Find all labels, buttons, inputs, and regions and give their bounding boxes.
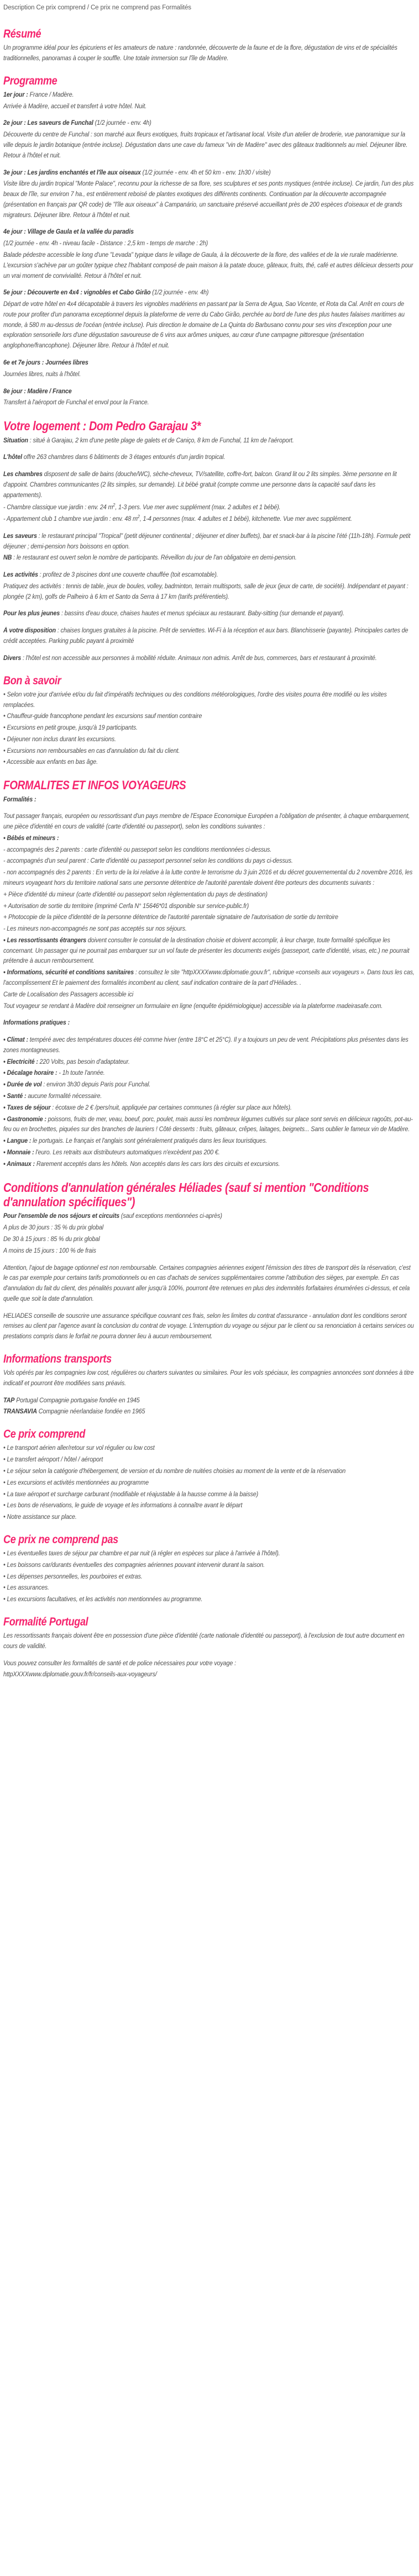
day-duration: France / Madère. [28,91,74,98]
programme-day-body: Découverte du centre de Funchal : son marché aux fleurs exotiques, fruits tropicaux et l'artisanat local. Visite d'un atelier de broderie, vue panoramique sur la ville depuis le jardin botanique (entrée incluse). Dégustation dans une cave du fameux "vin de Madère" avec des gâteaux traditionnels au miel. Déjeuner libre. Retour à l'hôtel et nuit. [3,131,408,159]
informations-pratiques-list [3,1035,416,1169]
section-title-transports: Informations transports [3,1352,112,1365]
pratique-label: • Décalage horaire : [3,1069,57,1077]
logement-block-label: Les activités [3,571,38,579]
prix-ne-comprend-pas-bullet: • Les boissons car/durants éventuelles des compagnies aériennes pouvant intervenir durant la saison. [3,1561,265,1569]
formalites-lines [3,845,416,935]
day-label: 2e jour : Les saveurs de Funchal [3,119,93,127]
logement-block-text: : bassins d'eau douce, chaises hautes et menus spéciaux au restaurant. Baby-sitting (sur demande et payant). [60,610,344,617]
logement-block [3,609,416,619]
bon-a-savoir-bullet: • Selon votre jour d'arrivée et/ou du fait d'impératifs techniques ou des conditions météorologiques, l'ordre des visites pourra être modifié ou les visites remplacées. [3,690,387,709]
section-title-formalite-portugal: Formalité Portugal [3,1615,88,1628]
pratique-label: • Electricité : [3,1058,38,1065]
formalites-line: + Pièce d'identité du mineur (carte d'identité ou passeport selon règlementation du pays de destination) [3,890,268,898]
section-title-programme: Programme [3,74,57,87]
airline-name: TAP [3,1396,15,1404]
pratique-item [3,1080,416,1090]
formalites-infos-securite: • Informations, sécurité et conditions sanitaires : consultez le site "httpXXXXwww.diplomatie.gouv.fr", rubrique «conseils aux voyageurs ». Dans tous les cas, l'accomplissement Et le paiement des formalités incombent au client, sauf indication contraire de la part d'Héliades. . [3,969,415,986]
formalites-intro: Tout passager français, européen ou ressortissant d'un pays membre de l'Espace Economique Européen a l'obligation de présenter, à chaque embarquement, une pièce d'identité en cours de validité (carte d'identité ou passeport), selon les conditions suivantes : [3,812,410,831]
pratique-text: poissons, fruits de mer, veau, boeuf, porc, poulet, mais aussi les nombreux légumes cultivés sur place sont servis en délicieux ragoûts, pot-au-feu ou en brochettes, piquées sur des branches de lauriers ! Côté desserts : fruits, gâteaux, crêpes, laitages, beignets... Sans oublier le fameux vin de Madère. [3,1115,413,1133]
logement-block-label: À votre disposition [3,627,56,635]
pratique-label: • Langue : [3,1137,32,1145]
pratique-item [3,1159,416,1170]
prix-ne-comprend-pas-bullets [3,1549,416,1605]
logement-block-text: : situé à Garajau, 2 km d'une petite plage de galets et de Caniço, 8 km de Funchal, 11 km de l'aéroport. [28,436,294,444]
formalites-subtitle: Formalités : [3,795,36,803]
prix-ne-comprend-pas-bullet: • Les assurances. [3,1584,49,1592]
programme-day-heading [3,168,416,178]
day-label: 3e jour : Les jardins enchantés et l'île aux oiseaux [3,168,141,176]
section-title-formalites: FORMALITES ET INFOS VOYAGEURS [3,778,186,793]
annulation-attention: Attention, l'ajout de bagage optionnel est non remboursable. Certaines compagnies aériennes exigent l'émission des titres de transport dès la réservation, c'est le cas par exemple pour certains tarifs promotionnels ou en cas d'achats de services supplémentaires comme l'attribution des sièges, par exemple. En cas d'annulation du fait du client, des pénalités pouvant aller jusqu'à 100%, pourront être retenues en plus des indemnités forfaitaires énumérées ci-dessus, et cela quelle que soit la date d'annulation. [3,1264,411,1302]
logement-block-label: Les saveurs [3,532,37,540]
programme-day-heading [3,358,416,368]
logement-block [3,626,416,647]
breadcrumb: Description Ce prix comprend / Ce prix ne comprend pas Formalités [3,4,191,11]
formalites-line: - Les mineurs non-accompagnés ne sont pas acceptés sur nos séjours. [3,925,187,933]
prix-comprend-bullet: • Notre assistance sur place. [3,1513,77,1521]
pratique-item [3,1136,416,1147]
prix-comprend-bullet: • Le séjour selon la catégorie d'hébergement, de version et du nombre de nuitées choisies au moment de la vente et de la réservation [3,1467,346,1475]
logement-block [3,531,416,552]
programme-day-body: Arrivée à Madère, accueil et transfert à votre hôtel. Nuit. [3,102,147,110]
airline-description: Portugal Compagnie portugaise fondée en 1945 [14,1396,140,1404]
logement-block-label: Les chambres [3,471,43,478]
annulation-scale-line: A moins de 15 jours : 100 % de frais [3,1247,96,1254]
airline-name: TRANSAVIA [3,1408,37,1416]
formalite-portugal-body: Les ressortissants français doivent être en possession d'une pièce d'identité (carte nationale d'identité ou passeport), à l'exclusion de tout autre document en cours de validité. [3,1632,405,1650]
programme-day-body: Départ de votre hôtel en 4x4 décapotable à travers les vignobles madériens en passant par la Serra de Agua, Sao Vicente, et Rota da Cal. Arrêt en cours de route pour profiter d'un panorama exceptionnel depuis la plateforme de verre du Cabo Girão, perchée au bord de l'une des plus hautes falaises maritimes au monde, à 580 m au-dessus de l'océan (entrée incluse). Puis direction le domaine de La Quinta do Barbusano connu pour ses vins d'exception pour une exploration sensorielle lors d'une dégustation savoureuse de 6 vins aux arômes uniques, au cœur d'une campagne pittoresque (présentation anglophone/francophone). Déjeuner libre. Retour à l'hôtel et nuit. [3,300,405,350]
logement-block-label: Divers [3,654,22,662]
programme-day-heading [3,288,416,298]
annulation-scale-line: A plus de 30 jours : 35 % du prix global [3,1224,104,1232]
day-label: 8e jour : Madère / France [3,387,72,395]
annulation-scale-line: De 30 à 15 jours : 85 % du prix global [3,1235,100,1243]
informations-pratiques-label: Informations pratiques : [3,1019,70,1027]
formalites-line: - non accompagnés des 2 parents : En vertu de la loi relative à la lutte contre le terrorisme du 3 juin 2016 et du décret gouvernemental du 2 novembre 2016, les mineurs voyageant hors du territoire national sans une personne détentrice de l'autorité parentale doivent être porteurs des documents suivants : [3,869,413,886]
logement-block [3,436,416,446]
pratique-item [3,1068,416,1079]
logement-block [3,570,416,580]
programme-day-heading [3,118,416,129]
logement-block-text: : l'hôtel est non accessible aux personnes à mobilité réduite. Animaux non admis. Arrêt de bus, commerces, bars et restaurant à proximité. [21,654,377,662]
programme-day-heading [3,387,416,397]
section-title-annulation: Conditions d'annulation générales Héliades (sauf si mention "Conditions d'annulation spécifiques") [3,1180,369,1209]
prix-comprend-bullet: • Le transport aérien aller/retour sur vol régulier ou low cost [3,1444,155,1452]
formalites-bebes-label: • Bébés et mineurs : [3,834,59,842]
pratique-text: l'euro. Les retraits aux distributeurs automatiques n'excèdent pas 200 €. [34,1148,220,1156]
logement-nb [3,553,416,563]
annulation-lead: Pour l'ensemble de nos séjours et circuits (sauf exceptions mentionnées ci-après) [3,1212,222,1220]
pratique-text: le portugais. Le français et l'anglais sont généralement pratiqués dans les lieux touristiques. [31,1137,268,1145]
logement-block-line: - Chambre classique vue jardin : env. 24 $m^2$, 1-3 pers. Vue mer avec supplément (max. 2 adultes et 1 bébé). [3,502,281,511]
airline-description: Compagnie néerlandaise fondée en 1965 [36,1408,145,1416]
day-label: 4e jour : Village de Gaula et la vallée du paradis [3,228,134,236]
day-label: 6e et 7e jours : Journées libres [3,359,88,367]
transports-intro: Vols opérés par les compagnies low cost, régulières ou charters suivantes ou similaires. Pour les vols spéciaux, les compagnies annoncées sont données à titre indicatif et pourront être modifiées sans préavis. [3,1369,414,1387]
bon-a-savoir-bullet: • Excursions non remboursables en cas d'annulation du fait du client. [3,747,180,754]
day-duration: (1/2 journée - env. 4h et 50 km - env. 1h30 / visite) [140,168,271,176]
prix-comprend-bullet: • Le transfert aéroport / hôtel / aéroport [3,1456,103,1464]
programme-day-body: Visite libre du jardin tropical "Monte Palace", reconnu pour la richesse de sa flore, ses sculptures et ses ponts mystiques (entrée incluse). Ce jardin, l'un des plus beaux de l'île, sur environ 7 ha., est entièrement reboisé de plantes exotiques des différents continents. Continuation par la découverte accompagnée (présentation en français par QR code) de "l'île aux oiseaux" à Campanário, un sanctuaire préservé accueillant près de 200 espèces d'oiseaux et de grands migrateurs. Déjeuner libre. Retour à l'hôtel et nuit. [3,180,414,219]
carte-localisation-link[interactable]: Carte de Localisation des Passagers accessible ici [3,990,134,998]
pratique-text: 220 Volts, pas besoin d'adaptateur. [38,1058,130,1065]
section-title-resume: Résumé [3,28,41,40]
pratique-label: • Durée de vol [3,1081,42,1089]
airlines-list [3,1396,416,1418]
logement-block [3,469,416,500]
logement-block-text: : chaises longues gratuites à la piscine. Prêt de serviettes. Wi-Fi à la réception et aux bars. Blanchisserie (payante). Principales cartes de crédit acceptées. Parking public payant à proximité [3,627,408,645]
nb-text: : le restaurant est ouvert selon le nombre de participants. Réveillon du jour de l'an obligatoire en demi-pension. [12,554,297,562]
programme-day-body: Transfert à l'aéroport de Funchal et envol pour la France. [3,399,149,407]
day-label: 1er jour : [3,91,28,98]
section-title-bon-a-savoir: Bon à savoir [3,674,61,687]
airline-item [3,1407,416,1417]
pratique-item [3,1057,416,1068]
section-title-prix-comprend: Ce prix comprend [3,1428,86,1441]
formalite-portugal-url[interactable]: httpXXXXwww.diplomatie.gouv.fr/fr/conseils-aux-voyageurs/ [3,1671,157,1678]
pratique-item [3,1091,416,1102]
logement-block-label: Pour les plus jeunes [3,610,60,617]
pratique-text: - 1h toute l'année. [57,1069,105,1077]
logement-block-line: - Appartement club 1 chambre vue jardin : env. 48 $m^2$, 1-4 personnes (max. 4 adultes et 1 bébé), kitchenette. Vue mer avec supplément. [3,514,352,522]
section-title-logement: Votre logement : Dom Pedro Garajau 3* [3,419,201,434]
nb-label: NB [3,554,12,562]
logement-block-label: Situation [3,436,28,444]
pratique-text: tempéré avec des températures douces été comme hiver (entre 18°C et 25°C). Il y a toujours un peu de vent. Précipitations plus présentes dans les zones montagneuses. [3,1036,408,1054]
pratique-text: : environ 3h30 depuis Paris pour Funchal. [41,1081,151,1089]
pratique-text: aucune formalité nécessaire. [26,1092,102,1100]
section-title-prix-ne-comprend-pas: Ce prix ne comprend pas [3,1533,118,1546]
logement-block [3,653,416,664]
logement-block-line: Pratiquez des activités : tennis de table, jeux de boules, volley, badminton, terrain multisports, salle de jeux (jeux de carte, de société). Indépendant et payant : plongée (2 km), golfs de Palheiro à 6 km et Santo da Serra à 17 km (tarifs préférentiels). [3,582,408,600]
day-label: 5e jour : Découverte en 4x4 : vignobles et Cabo Girão [3,289,151,297]
pratique-item [3,1103,416,1113]
formalites-line: - accompagnés des 2 parents : carte d'identité ou passeport selon les conditions mentionnées ci-dessus. [3,846,272,853]
logement-block-text: : le restaurant principal "Tropical" (petit déjeuner continental ; déjeuner et diner buffets), bar et snack-bar à la piscine l'été (11h-18h). Formule petit déjeuner ; demi-pension hors boissons en option. [3,532,411,550]
pratique-label: • Taxes de séjour [3,1104,51,1111]
prix-comprend-bullets [3,1443,416,1522]
programme-day-list [3,90,416,408]
day-duration: (1/2 journée - env. 4h) [93,119,151,127]
pratique-text: : écotaxe de 2 € /pers/nuit, appliquée par certaines communes (à régler sur place aux hôtels). [50,1104,292,1111]
logement-block-label: L'hôtel [3,453,22,461]
prix-ne-comprend-pas-bullet: • Les éventuelles taxes de séjour par chambre et par nuit (à régler en espèces sur place à l'arrivée à l'hôtel). [3,1549,280,1557]
programme-day-heading [3,90,416,101]
airline-item [3,1396,416,1406]
logement-block [3,452,416,463]
formalites-line: + Photocopie de la pièce d'identité de la personne détentrice de l'autorité parentale signataire de l'autorisation de sortie du territoire [3,914,338,921]
prix-ne-comprend-pas-bullet: • Les dépenses personnelles, les pourboires et extras. [3,1572,143,1580]
resume-body: Un programme idéal pour les épicuriens et les amateurs de nature : randonnée, découverte de la faune et de la flore, dégustation de vins et de spécialités traditionnelles, panoramas à couper le souffle. Une totale immersion sur l'île de Madère. [3,44,397,62]
pratique-label: • Animaux : [3,1160,35,1168]
madeira-safe-note: Tout voyageur se rendant à Madère doit renseigner un formulaire en ligne (enquête épidémiologique) accessible via la plateforme madeirasafe.com. [3,1002,383,1010]
prix-comprend-bullet: • Les bons de réservations, le guide de voyage et les informations à connaître avant le départ [3,1502,243,1509]
pratique-label: • Santé : [3,1092,27,1100]
prix-comprend-bullet: • La taxe aéroport et surcharge carburant (modifiable et réajustable à la hausse comme à la baisse) [3,1490,259,1498]
programme-day-heading [3,227,416,237]
logement-block-text: : profitez de 3 piscines dont une couverte chauffée (toit escamotable). [38,571,218,579]
logement-block-list [3,436,416,664]
programme-day-body: Journées libres, nuits à l'hôtel. [3,370,81,378]
programme-day-body: Balade pédestre accessible le long d'une "Levada" typique dans le village de Gaula, à la découverte de la flore, des vallées et de la vie rurale madérienne. L'excursion s'achève par un goûter typique chez l'habitant composé de pain maison à la patate douce, gâteaux, fruits, thé, café et autres délicieux desserts pour un vrai moment de convivialité. Retour à l'hôtel et nuit. [3,251,413,279]
formalites-line: - accompagnés d'un seul parent : Carte d'identité ou passeport personnel selon les conditions du pays ci-dessus. [3,857,293,865]
formalites-line: + Autorisation de sortie du territoire (imprimé Cerfa N° 15646*01 disponible sur service-public.fr) [3,902,249,910]
day-duration: (1/2 journée - env. 4h) [150,289,209,297]
bon-a-savoir-bullet: • Déjeuner non inclus durant les excursions. [3,735,116,743]
bon-a-savoir-bullets [3,690,416,768]
annulation-heliades: HELIADES conseille de souscrire une assurance spécifique couvrant ces frais, selon les limites du contrat d'assurance - annulation dont les conditions seront remises au client par l'agence avant la conclusion du contrat de voyage. L'interruption du voyage ou séjour par le client ou sa renonciation à certains services ou prestations compris dans le forfait ne pourra donner lieu à aucun remboursement. [3,1312,414,1340]
pratique-item [3,1035,416,1056]
bon-a-savoir-bullet: • Accessible aux enfants en bas âge. [3,758,98,766]
pratique-label: • Gastronomie : [3,1115,46,1123]
annulation-scale-list [3,1223,416,1256]
prix-ne-comprend-pas-bullet: • Les excursions facultatives, et les activités non mentionnées au programme. [3,1596,203,1603]
bon-a-savoir-bullet: • Chauffeur-guide francophone pendant les excursions sauf mention contraire [3,712,202,720]
formalites-ressortissants: • Les ressortissants étrangers doivent consulter le consulat de la destination choisie et doivent accomplir, à leur charge, toute formalité spécifique les concernant. Un passager qui ne pourrait pas embarquer sur un vol faute de présenter les documents exigés (passeport, carte d'identité, visas, etc.) ne pourrait prétendre à aucun remboursement. [3,936,410,965]
prix-comprend-bullet: • Les excursions et activités mentionnées au programme [3,1479,149,1486]
logement-block-text: disposent de salle de bains (douche/WC), sèche-cheveux, TV/satellite, coffre-fort, balcon. Grand lit ou 2 lits simples. 3ème personne en lit d'appoint. Chambres communicantes (2 lits simples, sur demande). Lit bébé gratuit (compte comme une personne dans la capacité sauf dans les appartements). [3,471,397,499]
formalite-portugal-consult: Vous pouvez consulter les formalités de santé et de police nécessaires pour votre voyage : [3,1659,236,1667]
logement-block-text: offre 263 chambres dans 6 bâtiments de 3 étages entourés d'un jardin tropical. [22,453,226,461]
programme-day-subheading: (1/2 journée - env. 4h - niveau facile - Distance : 2,5 km - temps de marche : 2h) [3,240,208,247]
pratique-label: • Monnaie : [3,1148,34,1156]
pratique-item [3,1115,416,1136]
pratique-text: Rarement acceptés dans les hôtels. Non acceptés dans les cars lors des circuits et excursions. [34,1160,280,1168]
bon-a-savoir-bullet: • Excursions en petit groupe, jusqu'à 19 participants. [3,724,138,732]
pratique-label: • Climat : [3,1036,28,1044]
pratique-item [3,1148,416,1158]
